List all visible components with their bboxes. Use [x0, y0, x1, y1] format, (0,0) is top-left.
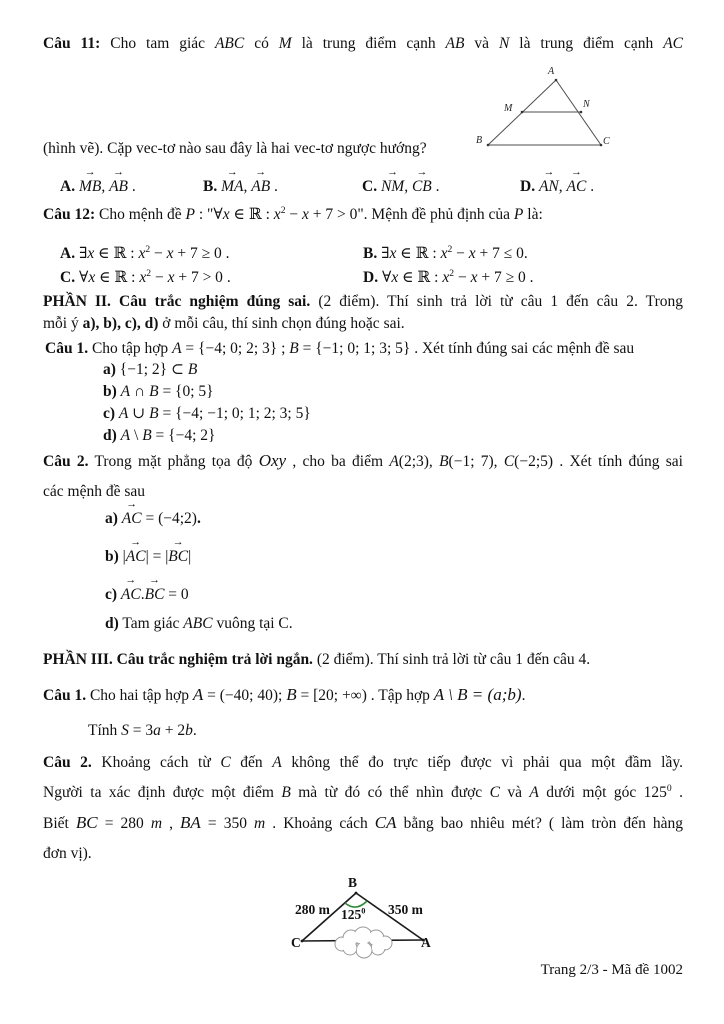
q11-statement: Câu 11: Cho tam giác ABC có M là trung điểm cạnh AB và N là trung điểm cạnh AC	[43, 35, 684, 52]
part2-header-line1: PHẦN II. Câu trắc nghiệm đúng sai. (2 điểm). Thí sinh trả lời từ câu 1 đến câu 2. Trong	[43, 293, 683, 310]
p3-q1-task: Tính S = 3a + 2b.	[88, 722, 197, 739]
p3-q2-line2: Người ta xác định được một điểm B mà từ đó có thể nhìn được C và A dưới một góc $125^0$ .	[43, 782, 684, 801]
p3-q2-line4: đơn vị).	[43, 845, 92, 862]
swamp-cloud	[335, 927, 392, 958]
q11-option-a: A. MB →, AB → .	[60, 176, 136, 198]
triangle-mn-svg	[476, 58, 611, 153]
p2-q1-item-c: c) A ∪ B = {−4; −1; 0; 1; 2; 3; 5}	[103, 405, 311, 422]
p2-q1-item-a: a) {−1; 2} ⊂ B	[103, 361, 198, 378]
p3-q1-statement: Câu 1. Cho hai tập hợp A = (−40; 40); B = [20; +∞) . Tập hợp A \ B = (a;b).	[43, 685, 526, 704]
p2-q2-item-d: d) Tam giác ABC vuông tại C.	[105, 615, 293, 632]
q11-option-b: B. MA →, AB → .	[203, 176, 278, 198]
fig1-label-b: B	[476, 135, 483, 146]
p2-q1-item-d: d) A \ B = {−4; 2}	[103, 427, 216, 444]
q12-option-d: D. ∀x ∈ ℝ : $x^2 - x + 7 \ge 0$ .	[363, 267, 534, 286]
p3-q2-line3: Biết BC = 280 m , BA = 350 m . Khoảng cách CA bằng bao nhiêu mét? ( làm tròn đến hàng	[43, 813, 684, 832]
q12-statement: Câu 12: Cho mệnh đề P : "∀x ∈ ℝ : $x^2 - x + 7 > 0$". Mệnh đề phủ định của P là:	[43, 204, 543, 223]
q11-question: (hình vẽ). Cặp vec-tơ nào sau đây là hai vec-tơ ngược hướng?	[43, 140, 427, 157]
p2-q2-statement-line1: Câu 2. Trong mặt phẳng tọa độ Oxy , cho ba điểm A(2;3), B(−1; 7), C(−2;5) . Xét tính đúng sai	[43, 451, 683, 470]
part2-header-line2: mỗi ý a), b), c), d) ở mỗi câu, thí sinh chọn đúng hoặc sai.	[43, 315, 405, 332]
part3-header: PHẦN III. Câu trắc nghiệm trả lời ngắn. (2 điểm). Thí sinh trả lời từ câu 1 đến câu 4.	[43, 651, 591, 668]
fig2-label-a: A	[421, 935, 431, 950]
p3-q2-line1: Câu 2. Khoảng cách từ C đến A không thể đo trực tiếp được vì phải qua một đầm lầy.	[43, 754, 683, 771]
p2-q2-item-c: c) AC →.BC → = 0	[105, 584, 189, 606]
q12-option-c: C. ∀x ∈ ℝ : $x^2 - x + 7 > 0$ .	[60, 267, 231, 286]
p2-q2-item-b: b) |AC →| = |BC →|	[105, 546, 191, 568]
q11-option-c: C. NM →, CB → .	[362, 176, 440, 198]
fig1-label-n: N	[583, 99, 590, 110]
p2-q1-item-b: b) A ∩ B = {0; 5}	[103, 383, 214, 400]
fig2-label-ba: 350 m	[388, 902, 423, 917]
p2-q2-item-a: a) AC → = (−4;2).	[105, 508, 201, 530]
fig2-label-c: C	[291, 935, 301, 950]
fig1-label-m: M	[504, 103, 513, 114]
fig1-label-a: A	[548, 66, 555, 77]
fig1-label-c: C	[603, 136, 610, 147]
p2-q2-statement-line2: các mệnh đề sau	[43, 483, 145, 500]
q11-triangle-figure	[476, 58, 621, 158]
q12-option-b: B. ∃x ∈ ℝ : $x^2 - x + 7 \le 0$.	[363, 243, 528, 262]
q12-option-a: A. ∃x ∈ ℝ : $x^2 - x + 7 \ge 0$ .	[60, 243, 230, 262]
q11-option-d: D. AN →, AC → .	[520, 176, 594, 198]
fig2-label-bc: 280 m	[295, 902, 330, 917]
fig2-label-angle: $125^0$	[341, 906, 366, 922]
page-footer: Trang 2/3 - Mã đề 1002	[540, 962, 683, 978]
fig2-label-b: B	[348, 875, 358, 890]
survey-triangle-figure	[288, 874, 453, 966]
p2-q1-statement: Câu 1. Cho tập hợp A = {−4; 0; 2; 3} ; B = {−1; 0; 1; 3; 5} . Xét tính đúng sai các mệnh đề sau	[45, 340, 635, 357]
